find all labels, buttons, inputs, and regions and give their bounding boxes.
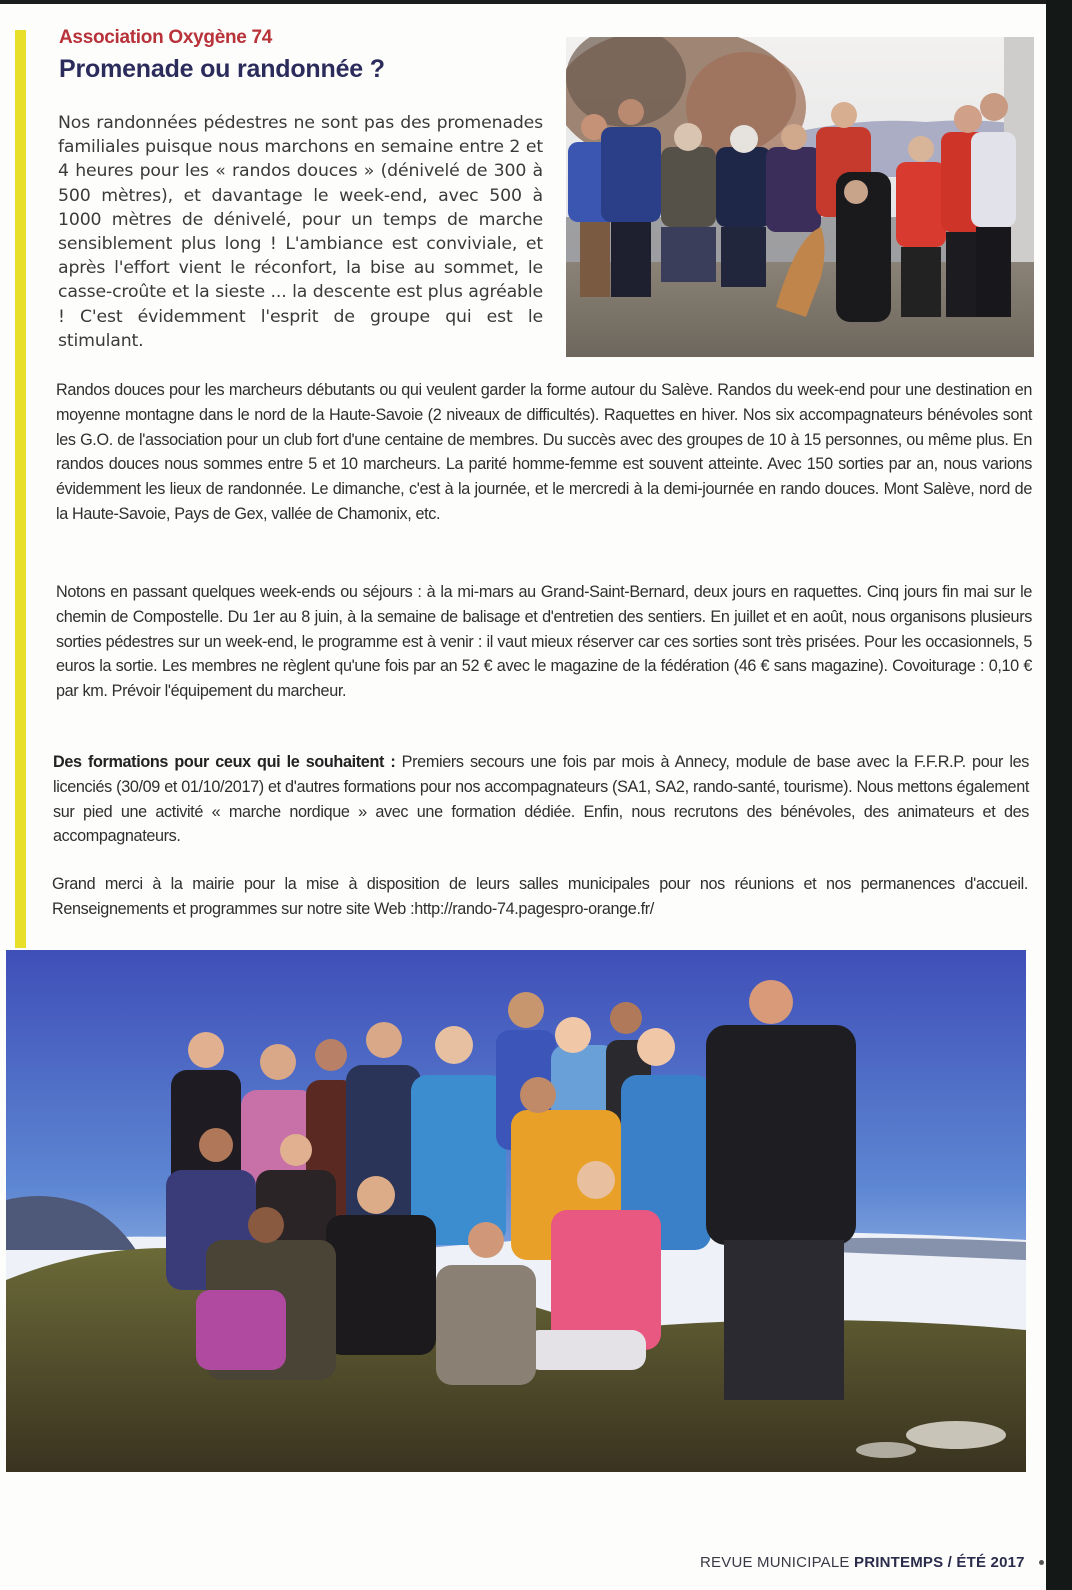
- page-footer: [700, 1554, 1025, 1571]
- group-photo-winter-image: [566, 37, 1034, 357]
- article-title: Promenade ou randonnée ?: [59, 55, 385, 83]
- article-paragraph-5: Grand merci à la mairie pour la mise à disposition de leurs salles municipales pour nos réunions et nos permanences d'accueil. Renseignements et programmes sur notre site Web :http://rando-74.pagespro-orange.fr/: [52, 875, 1028, 918]
- training-text: Premiers secours une fois par mois à Annecy, module de base avec la F.F.R.P. pour les licenciés (30/09 et 01/10/2017) et d'autres formations pour nos accompagnateurs (SA1, SA2, rando-santé, tourisme). Nous mettons également sur pied une activité « marche nordique » avec une formation dédiée. Enfin, nous recrutons des bénévoles, des animateurs et des accompagnateurs.: [53, 753, 1029, 846]
- group-photo-winter: [566, 37, 1034, 357]
- publication-name: REVUE MUNICIPALE: [700, 1554, 850, 1571]
- article-kicker: Association Oxygène 74: [59, 27, 273, 48]
- footer-bullet: [1039, 1560, 1044, 1565]
- article-paragraph-4: [53, 750, 1029, 849]
- training-lead: Des formations pour ceux qui le souhaitent :: [53, 753, 396, 771]
- group-photo-summit: [6, 950, 1026, 1472]
- article-paragraph-3: Notons en passant quelques week-ends ou séjours : à la mi-mars au Grand-Saint-Bernard, deux jours en raquettes. Cinq jours fin mai sur le chemin de Compostelle. Du 1er au 8 juin, à la semaine de balisage et d'entretien des sentiers. En juillet et en août, nous organisons plusieurs sorties pédestres sur un week-end, le programme est à venir : il vaut mieux réserver car ces sorties sont très prisées. Pour les occasionnels, 5 euros la sortie. Les membres ne règlent qu'une fois par an 52 € avec le magazine de la fédération (46 € sans magazine). Covoiturage : 0,10 € par km. Prévoir l'équipement du marcheur.: [56, 583, 1032, 701]
- article-paragraph-2: Randos douces pour les marcheurs débutants ou qui veulent garder la forme autour du Salève. Randos du week-end pour une destination en moyenne montagne dans le nord de la Haute-Savoie (2 niveaux de difficultés). Raquettes en hiver. Nos six accompagnateurs bénévoles sont les G.O. de l'association pour un club fort d'une centaine de membres. Du succès avec des groupes de 10 à 15 personnes, ou même plus. En randos douces nous sommes entre 5 et 10 marcheurs. La parité homme-femme est souvent atteinte. Avec 150 sorties par an, nous varions évidemment les lieux de randonnée. Le dimanche, c'est à la journée, et le mercredi à la demi-journée en rando douces. Mont Salève, nord de la Haute-Savoie, Pays de Gex, vallée de Chamonix, etc.: [56, 381, 1032, 523]
- article-intro: Nos randonnées pédestres ne sont pas des promenades familiales puisque nous marchons en semaine entre 2 et 4 heures pour les « randos douces » (dénivelé de 300 à 500 mètres), et davantage le week-end, avec 500 à 1000 mètres de dénivelé, pour un temps de marche sensiblement plus long ! L'ambiance est conviviale, et après l'effort vient le réconfort, la bise au sommet, le casse-croûte et la sieste ... la descente est plus agréable ! C'est évidemment l'esprit de groupe qui est le stimulant.: [58, 113, 543, 351]
- accent-bar: [15, 30, 26, 948]
- scan-right-edge: [1046, 0, 1072, 1590]
- group-photo-summit-image: [6, 950, 1026, 1472]
- issue-label: PRINTEMPS / ÉTÉ 2017: [854, 1554, 1025, 1571]
